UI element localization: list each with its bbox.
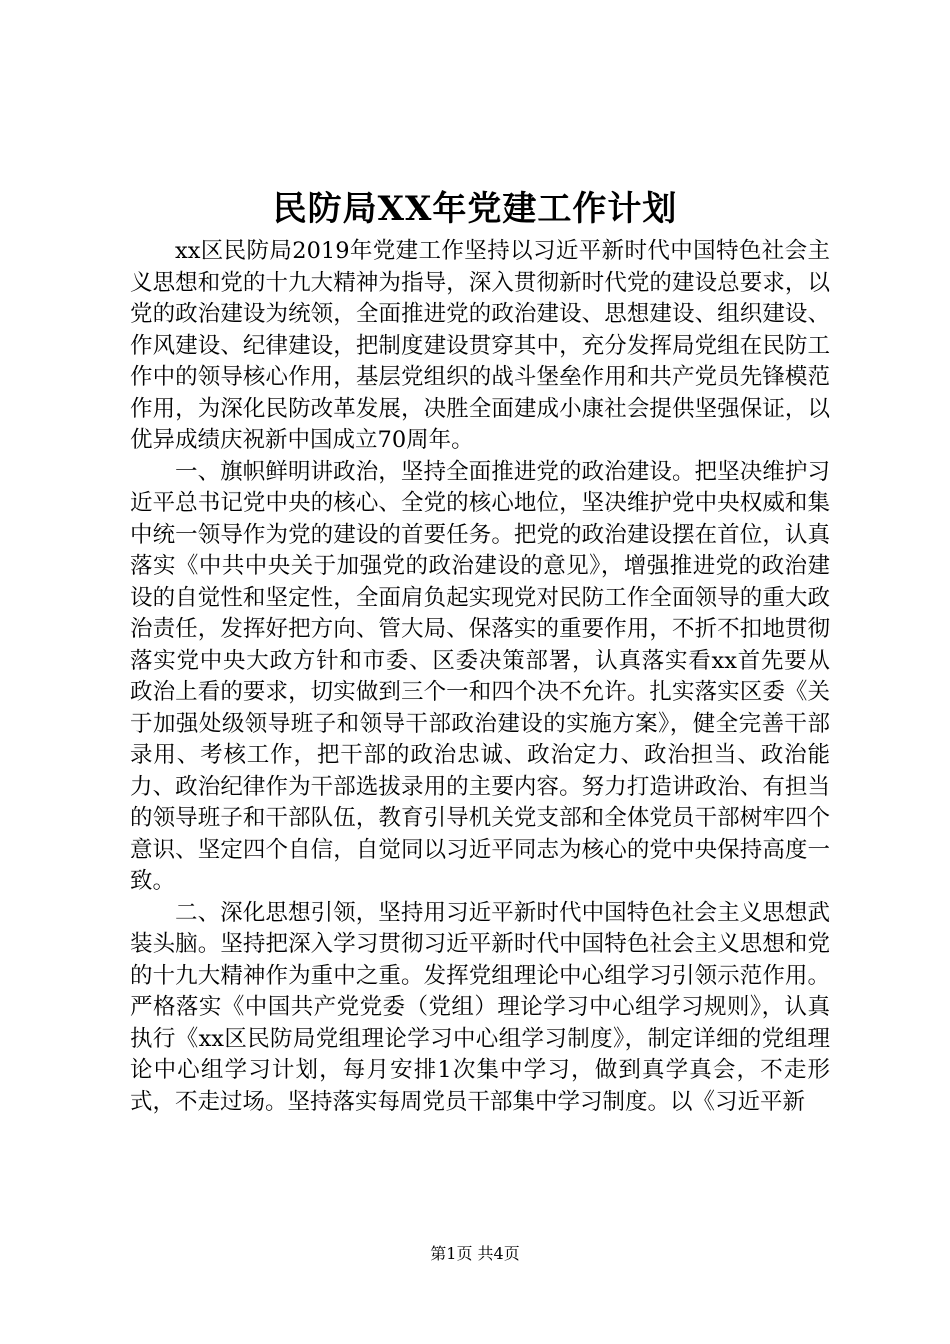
document-title: 民防局XX年党建工作计划 xyxy=(272,189,678,229)
page-number-footer: 第1页 共4页 xyxy=(430,1244,520,1263)
paragraph-intro: xx区民防局2019年党建工作坚持以习近平新时代中国特色社会主义思想和党的十九大精神为指导，深入贯彻新时代党的建设总要求，以党的政治建设为统领，全面推进党的政治建设、思想建设、组织建设、作风建设、纪律建设，把制度建设贯穿其中，充分发挥局党组在民防工作中的领导核心作用，基层党组织的战斗堡垒作用和共产党员先锋模范作用，为深化民防改革发展，决胜全面建成小康社会提供坚强保证，以优异成绩庆祝新中国成立70周年。 xyxy=(130,238,830,453)
document-body xyxy=(130,236,830,1118)
paragraph-section-2: 二、深化思想引领，坚持用习近平新时代中国特色社会主义思想武装头脑。坚持把深入学习贯彻习近平新时代中国特色社会主义思想和党的十九大精神作为重中之重。发挥党组理论中心组学习引领示范作用。严格落实《中国共产党党委（党组）理论学习中心组学习规则》，认真执行《xx区民防局党组理论学习中心组学习制度》，制定详细的党组理论中心组学习计划，每月安排1次集中学习，做到真学真会，不走形式，不走过场。坚持落实每周党员干部集中学习制度。以《习近平新 xyxy=(130,899,830,1115)
paragraph-section-1: 一、旗帜鲜明讲政治，坚持全面推进党的政治建设。把坚决维护习近平总书记党中央的核心、全党的核心地位，坚决维护党中央权威和集中统一领导作为党的建设的首要任务。把党的政治建设摆在首位，认真落实《中共中央关于加强党的政治建设的意见》，增强推进党的政治建设的自觉性和坚定性，全面肩负起实现党对民防工作全面领导的重大政治责任，发挥好把方向、管大局、保落实的重要作用，不折不扣地贯彻落实党中央大政方针和市委、区委决策部署，认真落实看xx首先要从政治上看的要求，切实做到三个一和四个决不允许。扎实落实区委《关于加强处级领导班子和领导干部政治建设的实施方案》，健全完善干部录用、考核工作，把干部的政治忠诚、政治定力、政治担当、政治能力、政治纪律作为干部选拔录用的主要内容。努力打造讲政治、有担当的领导班子和干部队伍，教育引导机关党支部和全体党员干部树牢四个意识、坚定四个自信，自觉同以习近平同志为核心的党中央保持高度一致。 xyxy=(130,458,830,894)
